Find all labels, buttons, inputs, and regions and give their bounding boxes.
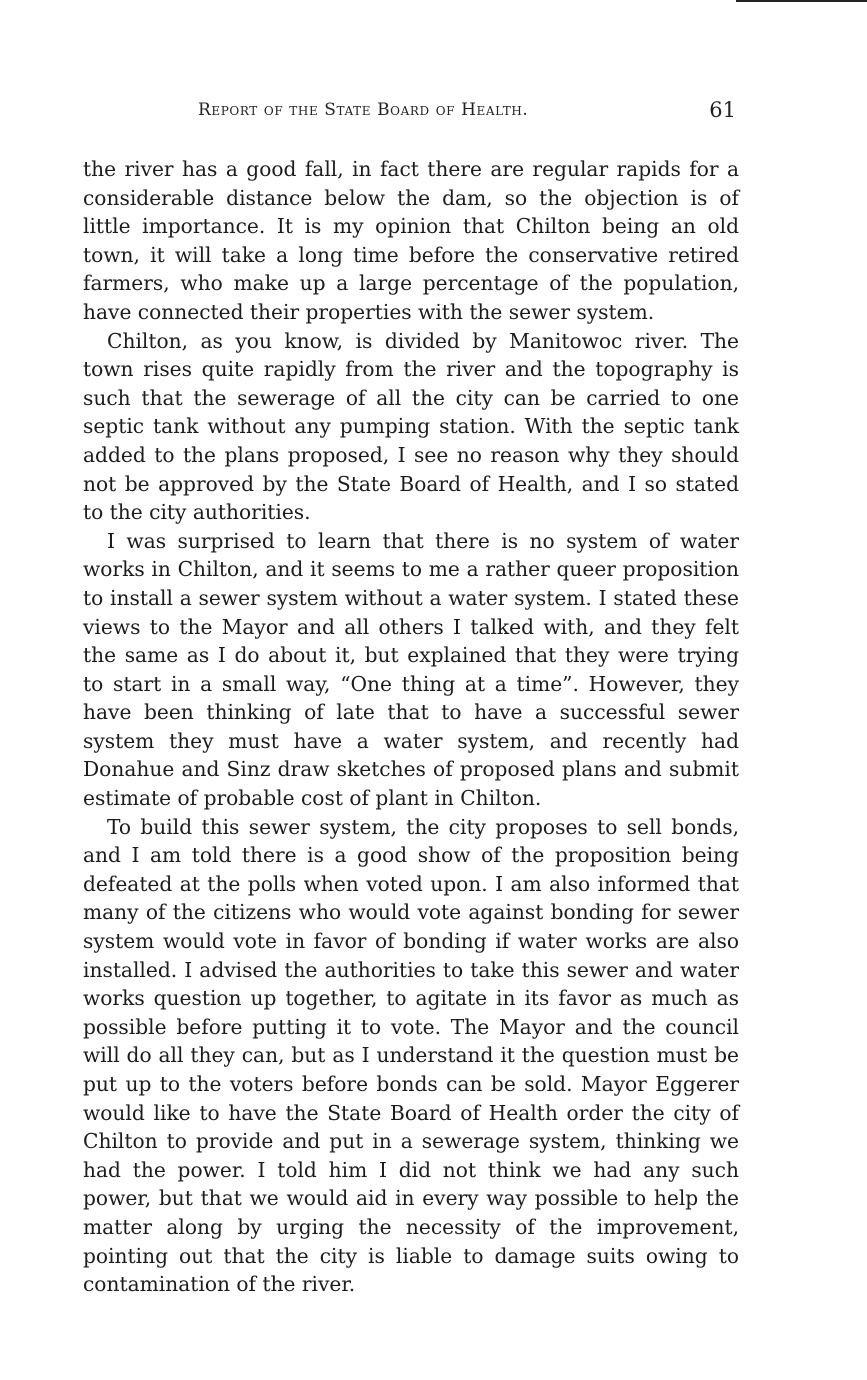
page-number: 61 [709,98,736,122]
paragraph-chilton-topography: Chilton, as you know, is divided by Manitowoc river. The town rises quite rapidly from the river and the topography is such that the sewerage of all the city can be carried to one septic tank without any pumping station. With the septic tank added to the plans proposed, I see no reason why they should not be approved by the State Board of Health, and I so stated to the city authorities. [83,328,739,525]
scan-edge-rule [736,0,867,2]
paragraph-water-works: I was surprised to learn that there is no system of water works in Chilton, and it seems to me a rather queer proposition to install a sewer system without a water system. I stated these views to the Mayor and all others I talked with, and they felt the same as I do about it, but explained that they were trying to start in a small way, “One thing at a time”. However, they have been thinking of late that to have a successful sewer system they must have a water system, and recently had Donahue and Sinz draw sketches of proposed plans and submit estimate of probable cost of plant in Chilton. [83,528,739,811]
body-text [83,155,739,1299]
running-head: Report of the State Board of Health. [198,100,529,120]
paragraph-continued: the river has a good fall, in fact there are regular rapids for a considerable distance below the dam, so the objection is of little importance. It is my opinion that Chilton being an old town, it will take a long time before the conservative retired farmers, who make up a large percentage of the population, have connected their properties with the sewer system. [83,157,739,324]
paragraph-bonds: To build this sewer system, the city proposes to sell bonds, and I am told there is a good show of the proposition being defeated at the polls when voted upon. I am also informed that many of the citizens who would vote against bonding for sewer system would vote in favor of bonding if water works are also installed. I advised the authorities to take this sewer and water works question up together, to agitate in its favor as much as possible before putting it to vote. The Mayor and the council will do all they can, but as I understand it the question must be put up to the voters before bonds can be sold. Mayor Eggerer would like to have the State Board of Health order the city of Chilton to provide and put in a sewerage system, thinking we had the power. I told him I did not think we had any such power, but that we would aid in every way possible to help the matter along by urging the necessity of the improvement, pointing out that the city is liable to damage suits owing to contamination of the river. [83,814,739,1297]
